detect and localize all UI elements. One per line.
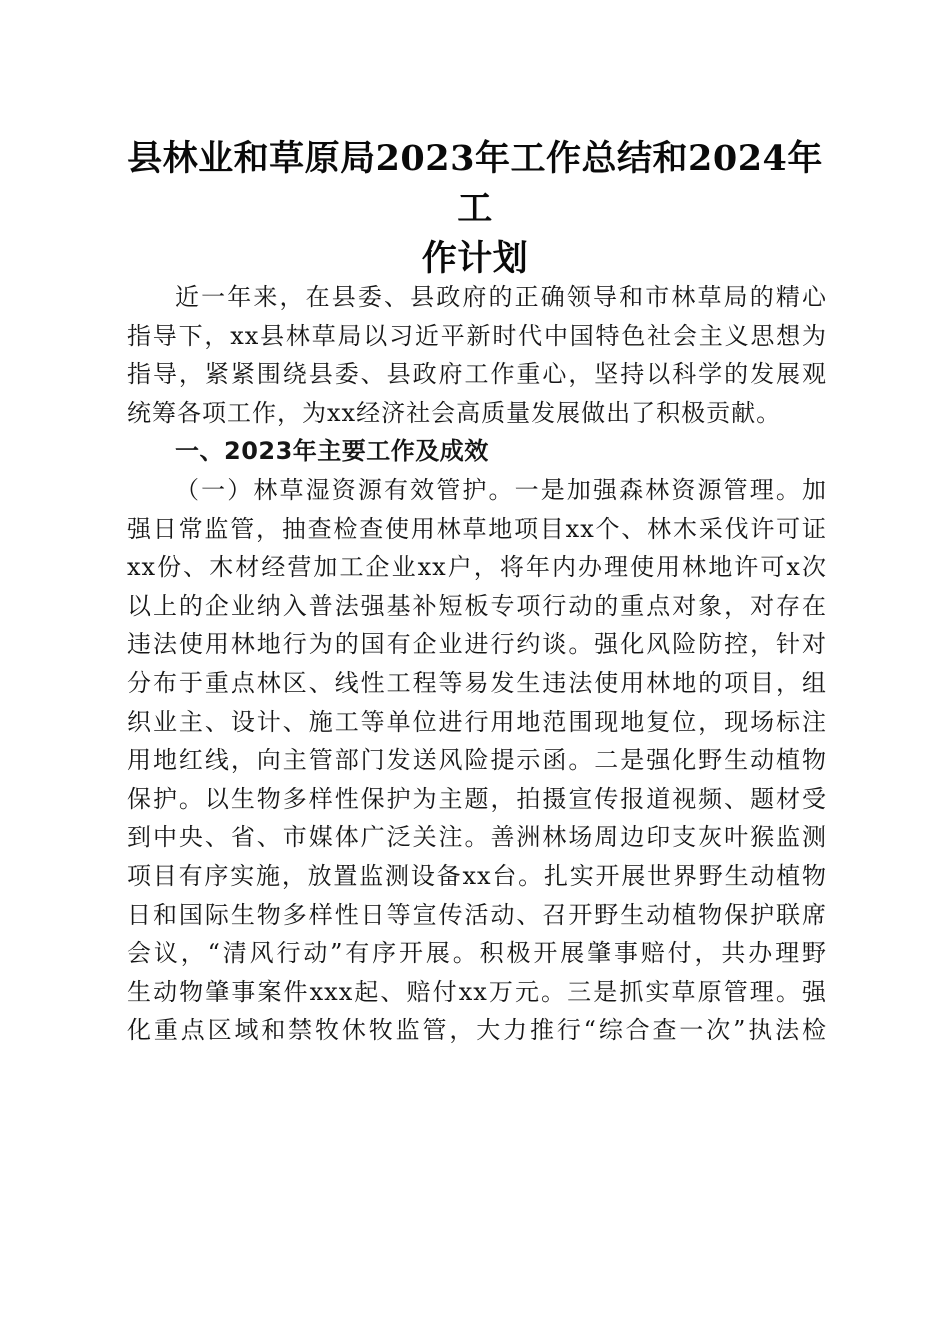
section-line: 分布于重点林区、线性工程等易发生违法使用林地的项目，组 bbox=[127, 668, 827, 697]
document-title bbox=[110, 134, 840, 284]
section-line: xx份、木材经营加工企业xx户，将年内办理使用林地许可x次 bbox=[127, 553, 827, 582]
section-line: 强日常监管，抽查检查使用林草地项目xx个、林木采伐许可证 bbox=[127, 514, 827, 543]
intro-line: 指导，紧紧围绕县委、县政府工作重心，坚持以科学的发展观 bbox=[127, 360, 827, 389]
section-line: 用地红线，向主管部门发送风险提示函。二是强化野生动植物 bbox=[127, 746, 827, 775]
section-line: 日和国际生物多样性日等宣传活动、召开野生动植物保护联席 bbox=[127, 900, 827, 929]
section-line: （一）林草湿资源有效管护。一是加强森林资源管理。加 bbox=[175, 475, 827, 504]
title-line: 县林业和草原局2023年工作总结和2024年工 bbox=[127, 138, 823, 229]
section-line: 织业主、设计、施工等单位进行用地范围现地复位，现场标注 bbox=[127, 707, 827, 736]
intro-line: 统筹各项工作，为xx经济社会高质量发展做出了积极贡献。 bbox=[127, 398, 782, 427]
title-line: 作计划 bbox=[421, 238, 529, 279]
section-heading: 一、2023年主要工作及成效 bbox=[175, 437, 489, 466]
section-line: 以上的企业纳入普法强基补短板专项行动的重点对象，对存在 bbox=[127, 591, 827, 620]
section-line: 会议，“清风行动”有序开展。积极开展肇事赔付，共办理野 bbox=[127, 939, 827, 968]
intro-line: 指导下，xx县林草局以习近平新时代中国特色社会主义思想为 bbox=[127, 321, 827, 350]
document-body bbox=[127, 278, 827, 1050]
intro-line: 近一年来，在县委、县政府的正确领导和市林草局的精心 bbox=[175, 283, 827, 311]
section-line: 违法使用林地行为的国有企业进行约谈。强化风险防控，针对 bbox=[127, 630, 827, 659]
section-line: 生动物肇事案件xxx起、赔付xx万元。三是抓实草原管理。强 bbox=[127, 977, 827, 1006]
section-line: 到中央、省、市媒体广泛关注。善洲林场周边印支灰叶猴监测 bbox=[127, 823, 827, 852]
section-line: 保护。以生物多样性保护为主题，拍摄宣传报道视频、题材受 bbox=[127, 784, 827, 813]
section-line: 化重点区域和禁牧休牧监管，大力推行“综合查一次”执法检 bbox=[127, 1016, 827, 1045]
section-line: 项目有序实施，放置监测设备xx台。扎实开展世界野生动植物 bbox=[127, 861, 827, 890]
